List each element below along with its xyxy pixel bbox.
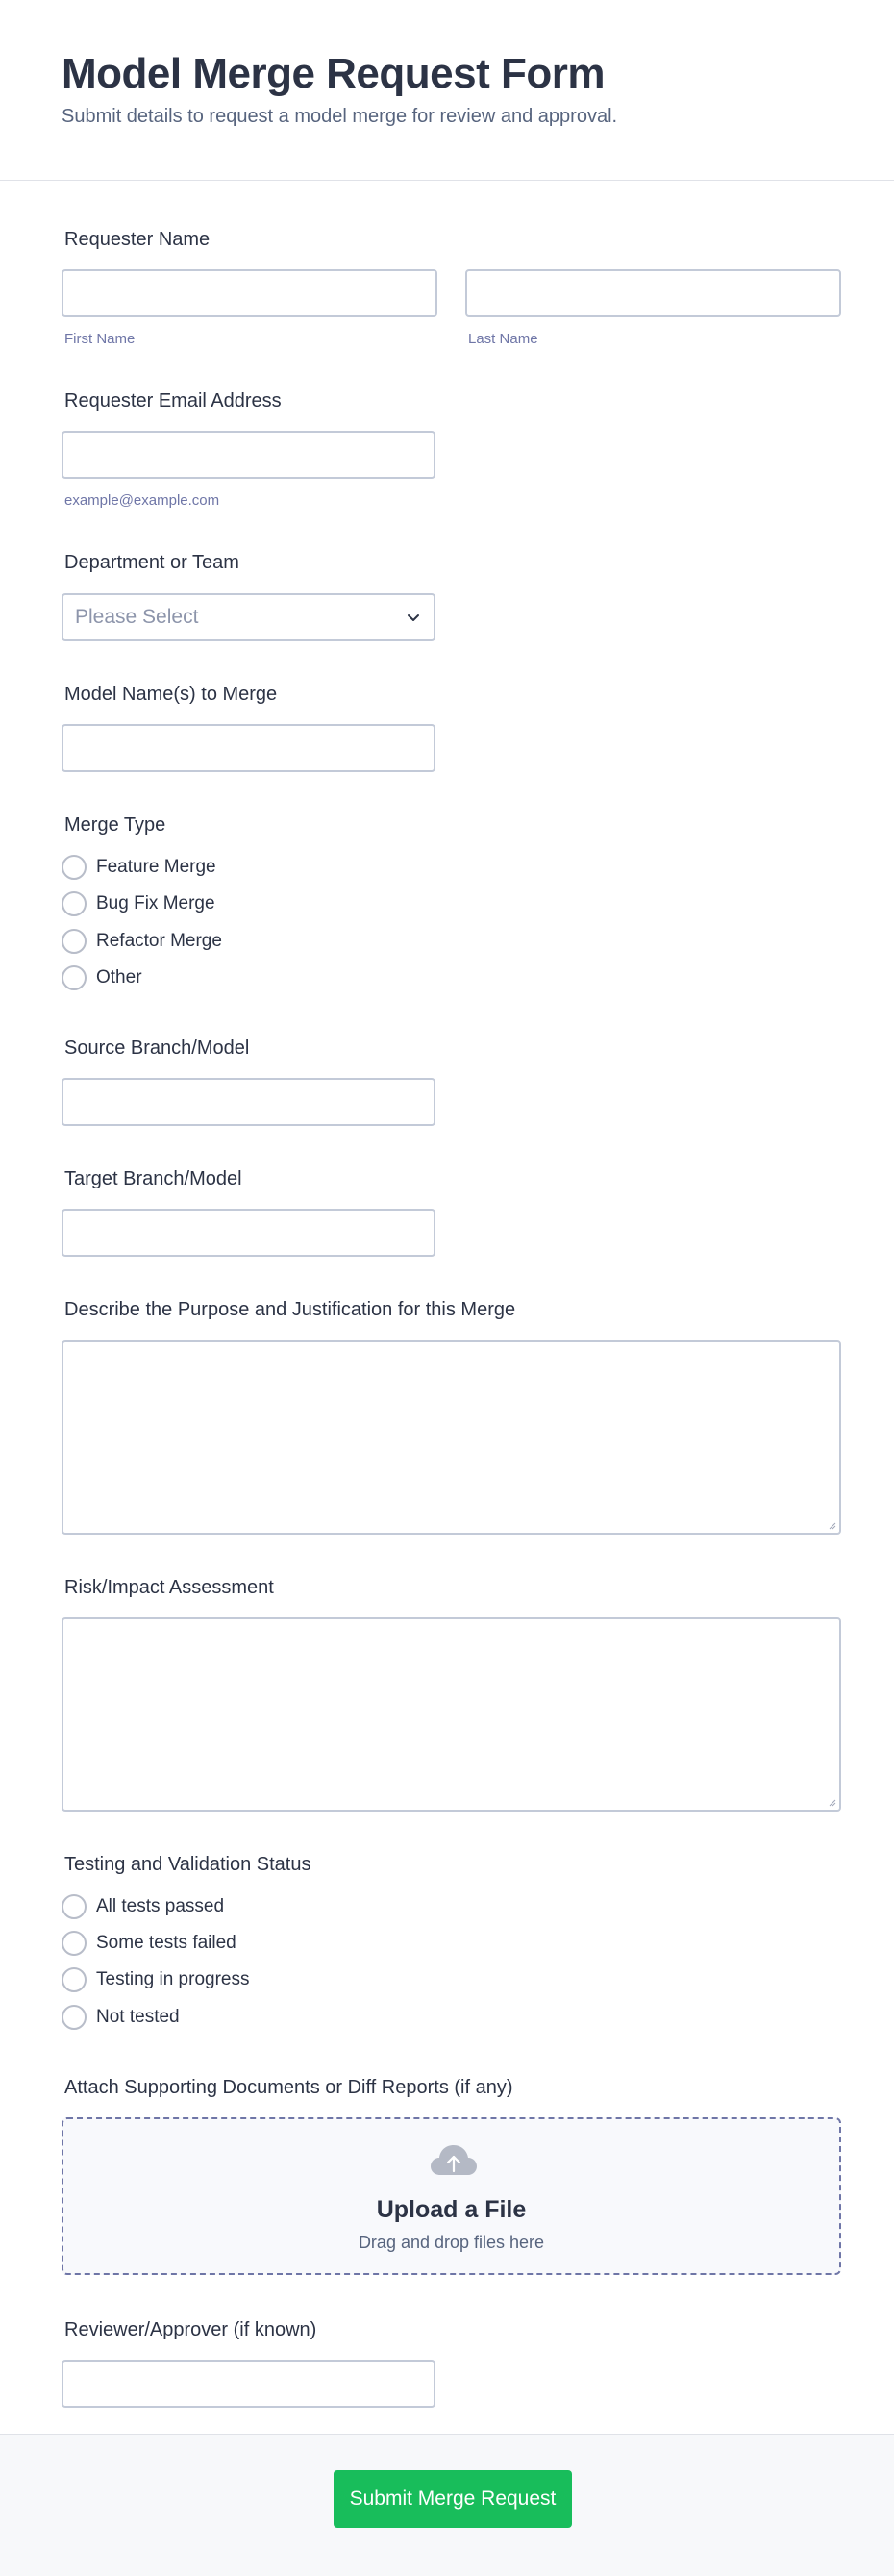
upload-hint: Drag and drop files here [358, 2233, 545, 2252]
source-branch-label: Source Branch/Model [64, 1038, 250, 1059]
requester-name-label: Requester Name [64, 229, 211, 250]
radio-label: Testing in progress [96, 1969, 250, 1989]
testing-option-failed[interactable] [62, 1930, 236, 1957]
testing-option-not-tested[interactable] [62, 2004, 180, 2031]
merge-type-option-feature[interactable] [62, 854, 216, 881]
target-branch-label: Target Branch/Model [64, 1168, 242, 1189]
radio-button[interactable] [62, 2005, 87, 2030]
department-select-value: Please Select [75, 606, 199, 628]
merge-type-option-other[interactable] [62, 964, 142, 991]
email-sublabel: example@example.com [64, 492, 220, 509]
page-title: Model Merge Request Form [62, 50, 605, 97]
risk-label: Risk/Impact Assessment [64, 1577, 274, 1598]
radio-button[interactable] [62, 1931, 87, 1956]
first-name-input[interactable] [62, 269, 437, 317]
last-name-input[interactable] [465, 269, 841, 317]
model-names-input[interactable] [62, 724, 435, 772]
merge-type-option-refactor[interactable] [62, 928, 222, 955]
radio-button[interactable] [62, 1967, 87, 1992]
email-label: Requester Email Address [64, 390, 282, 412]
radio-label: Refactor Merge [96, 931, 222, 951]
testing-status-label: Testing and Validation Status [64, 1854, 311, 1875]
last-name-sublabel: Last Name [468, 331, 538, 347]
reviewer-input[interactable] [62, 2360, 435, 2408]
radio-label: Not tested [96, 2007, 180, 2027]
submit-button[interactable]: Submit Merge Request [334, 2470, 572, 2528]
radio-button[interactable] [62, 929, 87, 954]
radio-label: Bug Fix Merge [96, 893, 215, 913]
radio-button[interactable] [62, 891, 87, 916]
resize-grip-icon[interactable] [827, 1520, 836, 1530]
model-names-label: Model Name(s) to Merge [64, 684, 278, 705]
cloud-upload-icon [429, 2142, 479, 2179]
radio-label: Feature Merge [96, 857, 216, 877]
testing-option-in-progress[interactable] [62, 1966, 249, 1993]
attachments-label: Attach Supporting Documents or Diff Reports (if any) [64, 2077, 513, 2098]
page-subtitle: Submit details to request a model merge for review and approval. [62, 106, 618, 127]
upload-title: Upload a File [376, 2196, 527, 2223]
radio-label: Some tests failed [96, 1933, 236, 1953]
radio-label: Other [96, 967, 142, 988]
chevron-down-icon [405, 609, 422, 626]
radio-button[interactable] [62, 855, 87, 880]
radio-label: All tests passed [96, 1896, 225, 1916]
radio-button[interactable] [62, 1894, 87, 1919]
department-label: Department or Team [64, 552, 239, 573]
risk-textarea[interactable] [62, 1617, 841, 1812]
file-upload-dropzone[interactable] [62, 2117, 841, 2275]
department-select[interactable] [62, 593, 435, 641]
target-branch-input[interactable] [62, 1209, 435, 1257]
testing-option-passed[interactable] [62, 1893, 224, 1920]
radio-button[interactable] [62, 965, 87, 990]
form-header [0, 0, 894, 181]
purpose-textarea[interactable] [62, 1340, 841, 1535]
email-input[interactable] [62, 431, 435, 479]
purpose-label: Describe the Purpose and Justification for this Merge [64, 1299, 516, 1320]
source-branch-input[interactable] [62, 1078, 435, 1126]
first-name-sublabel: First Name [64, 331, 136, 347]
resize-grip-icon[interactable] [827, 1797, 836, 1807]
reviewer-label: Reviewer/Approver (if known) [64, 2319, 317, 2340]
merge-type-option-bugfix[interactable] [62, 890, 215, 917]
merge-type-label: Merge Type [64, 814, 166, 836]
